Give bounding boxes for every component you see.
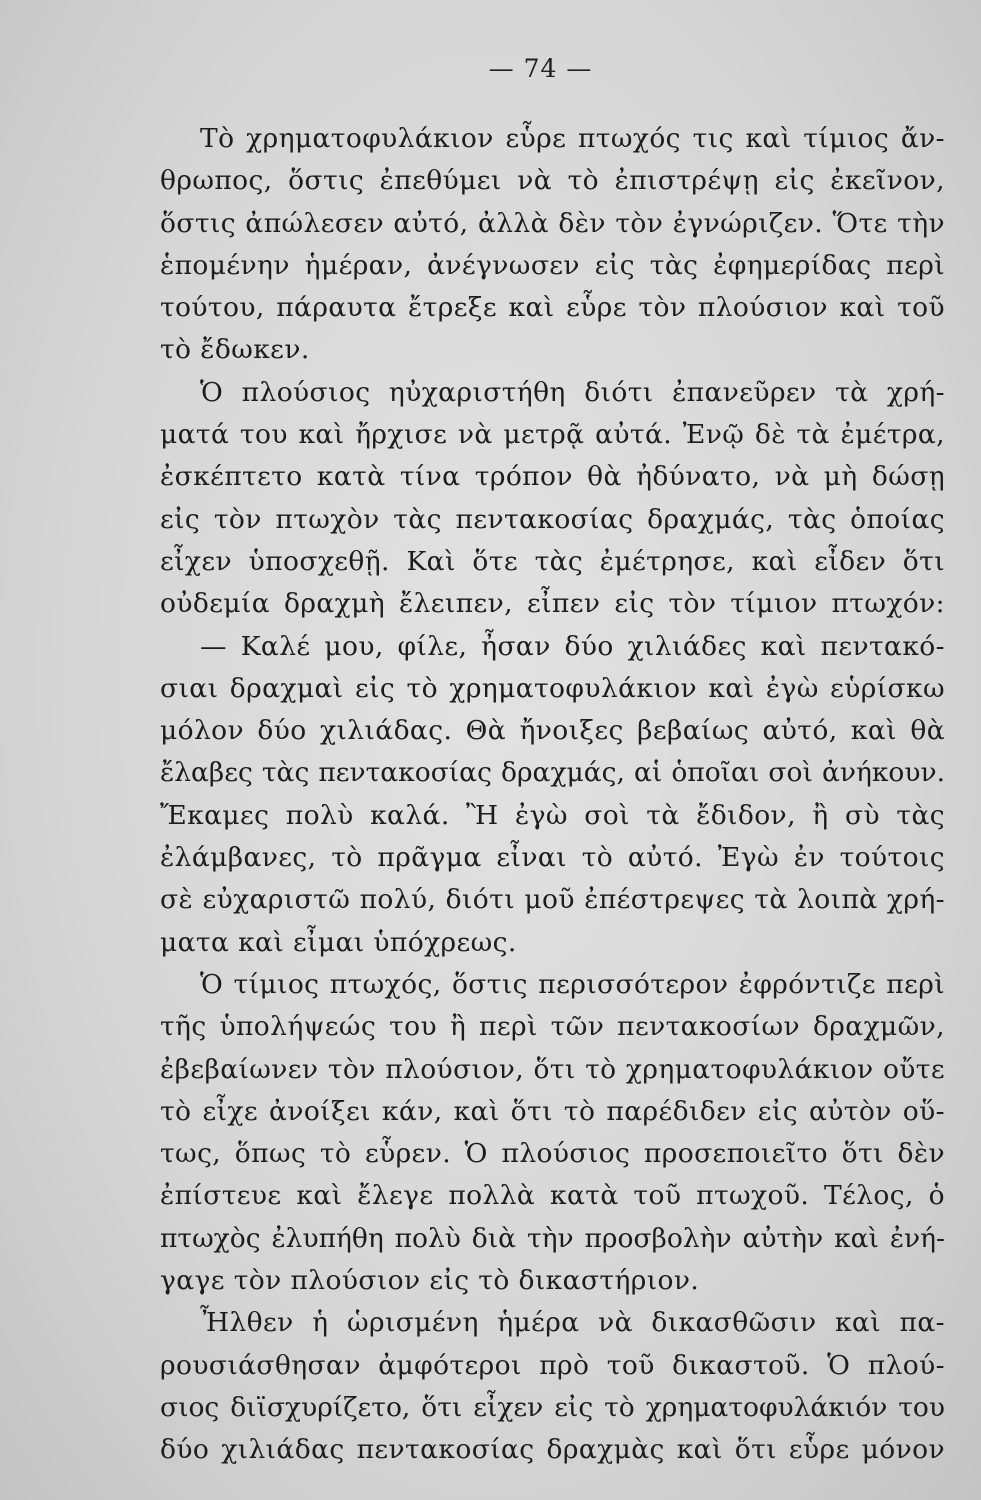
text-line: ἐσκέπτετο κατὰ τίνα τρόπον θὰ ἠδύνατο, νὰ μὴ δώσῃ xyxy=(160,461,945,493)
text-line: σιαι δραχμαὶ εἰς τὸ χρηματοφυλάκιον καὶ ἐγὼ εὑρίσκω xyxy=(160,672,945,704)
text-line: τούτου, πάραυτα ἔτρεξε καὶ εὗρε τὸν πλούσιον καὶ τοῦ xyxy=(160,292,945,324)
text-line: εἶχεν ὑποσχεθῇ. Καὶ ὅτε τὰς ἐμέτρησε, καὶ εἶδεν ὅτι xyxy=(160,545,945,577)
text-line: ἐβεβαίωνεν τὸν πλούσιον, ὅτι τὸ χρηματοφυλάκιον οὔτε xyxy=(160,1053,945,1085)
text-line: Ὁ πλούσιος ηὐχαριστήθη διότι ἐπανεῦρεν τὰ χρή- xyxy=(200,376,945,408)
text-line: ματά του καὶ ἤρχισε νὰ μετρᾷ αὐτά. Ἐνῷ δὲ τὰ ἐμέτρα, xyxy=(160,419,945,451)
text-line: ἔλαβες τὰς πεντακοσίας δραχμάς, αἱ ὁποῖαι σοὶ ἀνήκουν. xyxy=(160,757,945,789)
text-line: ὅστις ἀπώλεσεν αὐτό, ἀλλὰ δὲν τὸν ἐγνώριζεν. Ὅτε τὴν xyxy=(160,207,945,239)
text-line: ἑπομένην ἡμέραν, ἀνέγνωσεν εἰς τὰς ἐφημερίδας περὶ xyxy=(160,249,945,281)
text-line: ματα καὶ εἶμαι ὑπόχρεως. xyxy=(160,926,517,958)
text-line: Ἦλθεν ἡ ὡρισμένη ἡμέρα νὰ δικασθῶσιν καὶ πα- xyxy=(200,1307,945,1339)
text-line: — Καλέ μου, φίλε, ἦσαν δύο χιλιάδες καὶ πεντακό- xyxy=(200,630,945,662)
text-line: ἐπίστευε καὶ ἔλεγε πολλὰ κατὰ τοῦ πτωχοῦ. Τέλος, ὁ xyxy=(160,1180,945,1212)
text-line: Ὁ τίμιος πτωχός, ὅστις περισσότερον ἐφρόντιζε περὶ xyxy=(200,968,945,1000)
text-line: τὸ εἶχε ἀνοίξει κάν, καὶ ὅτι τὸ παρέδιδεν εἰς αὐτὸν οὕ- xyxy=(160,1095,945,1127)
text-line: Ἔκαμες πολὺ καλά. Ἢ ἐγὼ σοὶ τὰ ἔδιδον, ἢ σὺ τὰς xyxy=(160,799,945,831)
text-line: μόλον δύο χιλιάδας. Θὰ ἤνοιξες βεβαίως αὐτό, καὶ θὰ xyxy=(160,715,945,747)
text-line: εἰς τὸν πτωχὸν τὰς πεντακοσίας δραχμάς, τὰς ὁποίας xyxy=(160,503,945,535)
text-line: σὲ εὐχαριστῶ πολύ, διότι μοῦ ἐπέστρεψες τὰ λοιπὰ χρή- xyxy=(160,884,945,916)
text-line: οὐδεμία δραχμὴ ἔλειπεν, εἶπεν εἰς τὸν τίμιον πτωχόν: xyxy=(160,588,945,620)
text-line: σιος διϊσχυρίζετο, ὅτι εἶχεν εἰς τὸ χρηματοφυλάκιόν του xyxy=(160,1391,945,1423)
text-line: θρωπος, ὅστις ἐπεθύμει νὰ τὸ ἐπιστρέψῃ εἰς ἐκεῖνον, xyxy=(160,165,945,197)
text-line: τως, ὅπως τὸ εὗρεν. Ὁ πλούσιος προσεποιεῖτο ὅτι δὲν xyxy=(160,1138,945,1170)
text-line: τὸ ἔδωκεν. xyxy=(160,334,310,366)
text-line: δύο χιλιάδας πεντακοσίας δραχμὰς καὶ ὅτι εὗρε μόνον xyxy=(160,1434,945,1466)
body-text xyxy=(160,118,945,1472)
text-line: Τὸ χρηματοφυλάκιον εὗρε πτωχός τις καὶ τίμιος ἄν- xyxy=(200,123,945,154)
text-line: τῆς ὑπολήψεώς του ἢ περὶ τῶν πεντακοσίων δραχμῶν, xyxy=(160,1011,945,1043)
page-number: — 74 — xyxy=(488,54,593,83)
text-line: ρουσιάσθησαν ἀμφότεροι πρὸ τοῦ δικαστοῦ. Ὁ πλού- xyxy=(160,1349,945,1381)
text-line: ἐλάμβανες, τὸ πρᾶγμα εἶναι τὸ αὐτό. Ἐγὼ ἐν τούτοις xyxy=(160,842,945,874)
text-line: πτωχὸς ἐλυπήθη πολὺ διὰ τὴν προσβολὴν αὐτὴν καὶ ἐνή- xyxy=(160,1222,945,1254)
text-line: γαγε τὸν πλούσιον εἰς τὸ δικαστήριον. xyxy=(160,1265,700,1297)
